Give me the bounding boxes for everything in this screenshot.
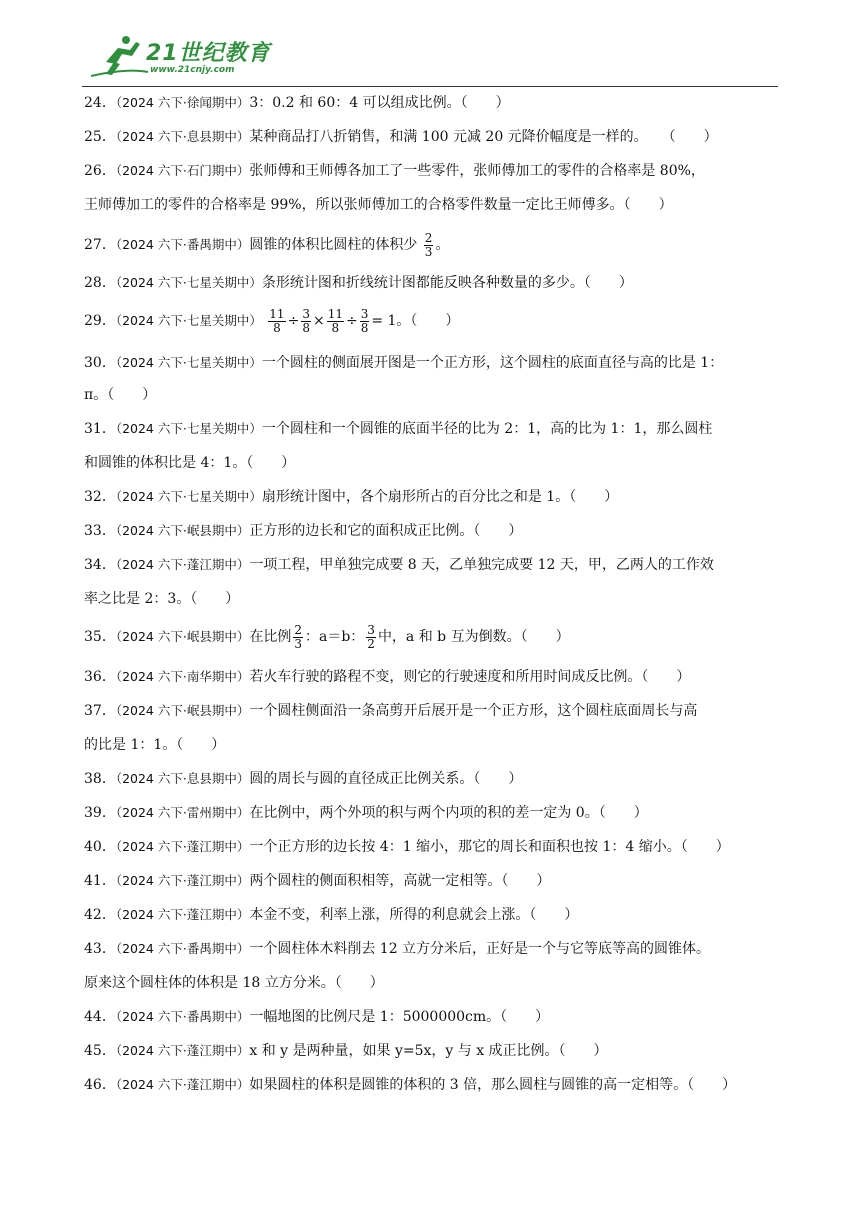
question-44: 44．（2024 六下·番禺期中）一幅地图的比例尺是 1：5000000cm。（ ） xyxy=(84,1009,550,1025)
question-26-cont: 王师傅加工的零件的合格率是 99%，所以张师傅加工的合格零件数量一定比王师傅多。（ ） xyxy=(84,197,673,213)
question-24: 24．（2024 六下·徐闻期中）3：0.2 和 60：4 可以组成比例。（ ） xyxy=(84,95,510,111)
question-30: 30．（2024 六下·七星关期中）一个圆柱的侧面展开图是一个正方形，这个圆柱的底面直径与高的比是 1： xyxy=(84,355,724,371)
question-42: 42．（2024 六下·蓬江期中）本金不变，利率上涨，所得的利息就会上涨。（ ） xyxy=(84,907,579,923)
question-31: 31．（2024 六下·七星关期中）一个圆柱和一个圆锥的底面半径的比为 2：1，高的比为 1：1，那么圆柱 xyxy=(84,421,713,437)
fraction: $\frac{2}{3}$ xyxy=(424,230,433,259)
question-41: 41．（2024 六下·蓬江期中）两个圆柱的侧面积相等，高就一定相等。（ ） xyxy=(84,873,551,889)
question-43: 43．（2024 六下·番禺期中）一个圆柱体木料削去 12 立方分米后，正好是一个与它等底等高的圆锥体。 xyxy=(84,941,711,957)
question-32: 32．（2024 六下·七星关期中）扇形统计图中，各个扇形所占的百分比之和是 1。（ ） xyxy=(84,489,619,505)
question-27: 27．（2024 六下·番禺期中）圆锥的体积比圆柱的体积少 $\frac{2}{3}$ 。 xyxy=(84,230,450,259)
question-34: 34．（2024 六下·蓬江期中）一项工程，甲单独完成要 8 天，乙单独完成要 12 天，甲，乙两人的工作效 xyxy=(84,557,714,573)
question-35: 35．（2024 六下·岷县期中）在比例 $\frac{2}{3}$ ：a＝b： $\frac{3}{2}$ 中，a 和 b 互为倒数。（ ） xyxy=(84,622,570,651)
question-26: 26．（2024 六下·石门期中）张师傅和王师傅各加工了一些零件，张师傅加工的零件的合格率是 80%， xyxy=(84,163,705,179)
fraction: $\frac{3}{8}$ xyxy=(302,306,310,335)
question-34-cont: 率之比是 2：3。（ ） xyxy=(84,591,240,607)
page-header xyxy=(0,0,860,90)
question-46: 46．（2024 六下·蓬江期中）如果圆柱的体积是圆锥的体积的 3 倍，那么圆柱与圆锥的高一定相等。（ ） xyxy=(84,1077,737,1093)
logo-text: 21世纪教育 xyxy=(146,41,271,66)
question-38: 38．（2024 六下·息县期中）圆的周长与圆的直径成正比例关系。（ ） xyxy=(84,771,523,787)
question-31-cont: 和圆锥的体积比是 4：1。（ ） xyxy=(84,455,296,471)
question-33: 33．（2024 六下·岷县期中）正方形的边长和它的面积成正比例。（ ） xyxy=(84,523,523,539)
fraction: $\frac{3}{8}$ xyxy=(360,306,369,335)
question-37: 37．（2024 六下·岷县期中）一个圆柱侧面沿一条高剪开后展开是一个正方形，这个圆柱底面周长与高 xyxy=(84,703,698,719)
fraction: $\frac{2}{3}$ xyxy=(294,622,302,651)
fraction: $\frac{3}{2}$ xyxy=(367,622,375,651)
question-30-cont: π。（ ） xyxy=(84,387,157,403)
question-36: 36．（2024 六下·南华期中）若火车行驶的路程不变，则它的行驶速度和所用时间成反比例。（ ） xyxy=(84,669,691,685)
fraction: $\frac{11}{8}$ xyxy=(269,306,285,335)
question-43-cont: 原来这个圆柱体的体积是 18 立方分米。（ ） xyxy=(84,975,384,991)
question-40: 40．（2024 六下·蓬江期中）一个正方形的边长按 4：1 缩小，那它的周长和面积也按 1：4 缩小。（ ） xyxy=(84,839,730,855)
question-45: 45．（2024 六下·蓬江期中）x 和 y 是两种量，如果 y=5x，y 与 x 成正比例。（ ） xyxy=(84,1043,608,1059)
logo-url: www.21cnjy.com xyxy=(150,65,235,75)
question-39: 39．（2024 六下·雷州期中）在比例中，两个外项的积与两个内项的积的差一定为 0。（ ） xyxy=(84,805,648,821)
question-25: 25．（2024 六下·息县期中）某种商品打八折销售，和满 100 元减 20 元降价幅度是一样的。 （ ） xyxy=(84,129,718,145)
question-29: 29．（2024 六下·七星关期中） $\frac{11}{8}$ ÷ $\frac{3}{8}$ × $\frac{11}{8}$ ÷ $\frac{3}{8}$ = 1。（ ） xyxy=(84,306,460,335)
question-28: 28．（2024 六下·七星关期中）条形统计图和折线统计图都能反映各种数量的多少。（ ） xyxy=(84,275,633,291)
fraction: $\frac{11}{8}$ xyxy=(327,306,343,335)
question-37-cont: 的比是 1：1。（ ） xyxy=(84,737,226,753)
